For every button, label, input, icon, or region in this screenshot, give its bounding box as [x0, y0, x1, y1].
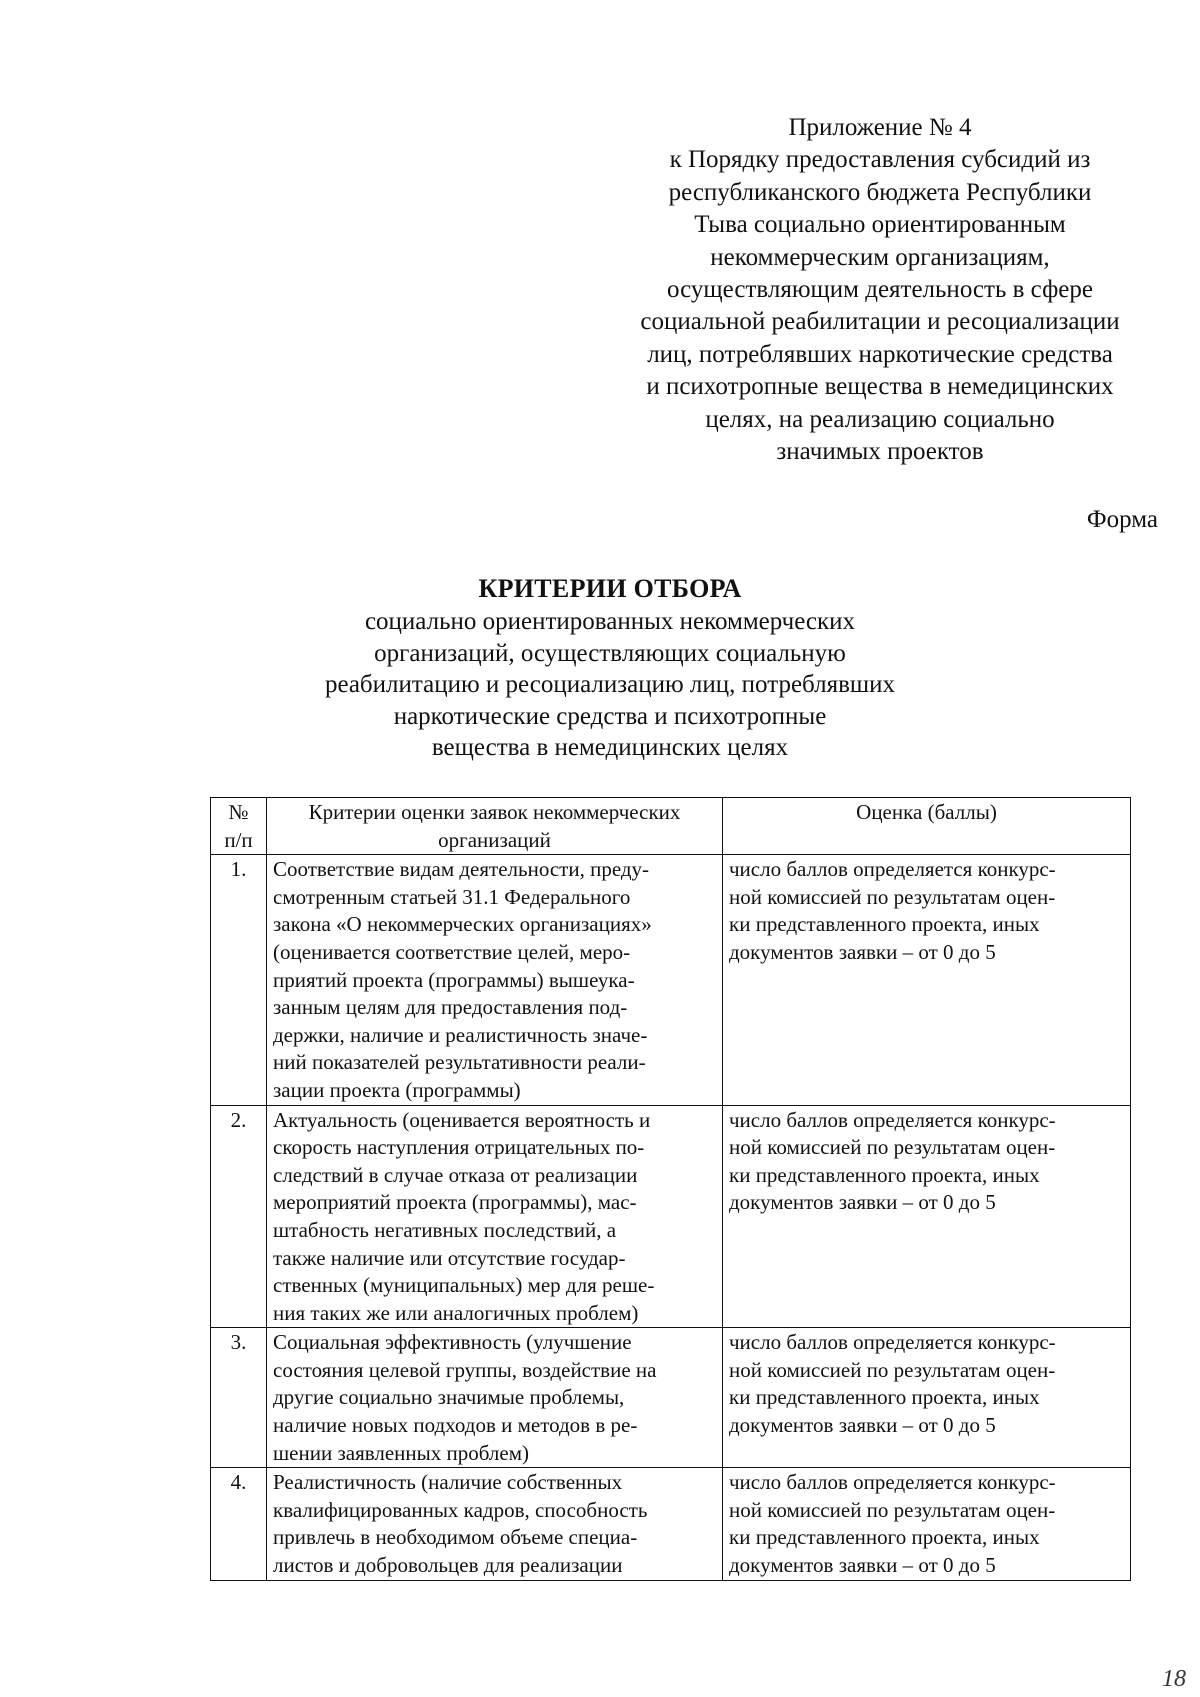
criteria-line: мероприятий проекта (программы), мас-	[273, 1190, 637, 1215]
subtitle-line: наркотические средства и психотропные	[393, 702, 827, 730]
subtitle-line: реабилитацию и ресоциализацию лиц, потреблявших	[324, 671, 896, 698]
annex-reference	[600, 112, 1160, 468]
score-line: документов заявки – от 0 до 5	[729, 1413, 996, 1438]
criteria-line: Соответствие видам деятельности, преду-	[273, 857, 650, 882]
criteria-cell	[267, 1468, 723, 1580]
table-body	[211, 855, 1131, 1580]
header-score	[723, 798, 1131, 855]
criteria-line: листов и добровольцев для реализации	[273, 1553, 623, 1578]
header-num	[211, 798, 267, 855]
table-row	[211, 1468, 1131, 1580]
criteria-line: другие социально значимые проблемы,	[273, 1385, 625, 1410]
page-number: 18	[1162, 1666, 1186, 1692]
header-criteria	[267, 798, 723, 855]
criteria-line: Актуальность (оценивается вероятность и	[273, 1107, 651, 1132]
criteria-line: квалифицированных кадров, способность	[273, 1497, 648, 1522]
row-number: 4.	[211, 1468, 267, 1580]
score-line: ной комиссией по результатам оцен-	[729, 884, 1056, 909]
criteria-line: Реалистичность (наличие собственных	[273, 1470, 623, 1495]
annex-line: республиканского бюджета Республики	[668, 178, 1092, 206]
annex-line: к Порядку предоставления субсидий из	[669, 146, 1091, 174]
criteria-line: ния таких же или аналогичных проблем)	[273, 1300, 639, 1325]
criteria-line: наличие новых подходов и методов в ре-	[273, 1413, 638, 1438]
score-line: число баллов определяется конкурс-	[729, 1330, 1056, 1355]
score-cell	[723, 855, 1131, 1105]
subtitle-line: организаций, осуществляющих социальную	[374, 639, 846, 667]
criteria-line: состояния целевой группы, воздействие на	[273, 1357, 657, 1382]
document-heading	[180, 572, 1040, 764]
annex-line: некоммерческим организациям,	[710, 243, 1050, 271]
row-number: 1.	[211, 855, 267, 1105]
annex-line: социальной реабилитации и ресоциализации	[640, 308, 1120, 336]
document-title: КРИТЕРИИ ОТБОРА	[478, 574, 742, 603]
table-row	[211, 855, 1131, 1105]
score-line: ки представленного проекта, иных	[729, 912, 1040, 937]
criteria-table	[210, 797, 1131, 1581]
annex-line: целях, на реализацию социально	[705, 405, 1055, 433]
score-cell	[723, 1328, 1131, 1468]
score-line: ки представленного проекта, иных	[729, 1385, 1040, 1410]
header-criteria-line: Критерии оценки заявок некоммерческих	[308, 800, 681, 824]
criteria-line: занным целям для предоставления под-	[273, 995, 628, 1020]
annex-line: и психотропные вещества в немедицинских	[646, 373, 1114, 401]
score-line: ной комиссией по результатам оцен-	[729, 1497, 1056, 1522]
criteria-line: зации проекта (программы)	[273, 1077, 521, 1102]
score-cell	[723, 1468, 1131, 1580]
criteria-line: также наличие или отсутствие государ-	[273, 1245, 626, 1270]
header-num-line: п/п	[224, 827, 253, 852]
annex-line: осуществляющим деятельность в сфере	[667, 276, 1093, 304]
criteria-line: закона «О некоммерческих организациях»	[273, 912, 652, 937]
criteria-line: приятий проекта (программы) вышеука-	[273, 967, 635, 992]
header-score-line: Оценка (баллы)	[856, 800, 997, 824]
score-line: число баллов определяется конкурс-	[729, 1107, 1056, 1132]
criteria-line: шении заявленных проблем)	[273, 1440, 529, 1465]
score-line: ной комиссией по результатам оцен-	[729, 1357, 1056, 1382]
header-criteria-line: организаций	[438, 827, 551, 852]
row-number: 2.	[211, 1105, 267, 1328]
criteria-cell	[267, 855, 723, 1105]
annex-line: значимых проектов	[776, 438, 984, 466]
form-label: Форма	[1086, 506, 1158, 533]
row-number: 3.	[211, 1328, 267, 1468]
criteria-line: (оценивается соответствие целей, меро-	[273, 939, 631, 964]
criteria-line: привлечь в необходимом объеме специа-	[273, 1525, 638, 1550]
score-line: ной комиссией по результатам оцен-	[729, 1135, 1056, 1160]
criteria-line: следствий в случае отказа от реализации	[273, 1162, 638, 1187]
criteria-line: скорость наступления отрицательных по-	[273, 1135, 645, 1160]
header-num-line: №	[228, 800, 249, 824]
annex-line: Приложение № 4	[788, 114, 972, 141]
criteria-cell	[267, 1328, 723, 1468]
score-line: ки представленного проекта, иных	[729, 1525, 1040, 1550]
score-line: число баллов определяется конкурс-	[729, 857, 1056, 882]
criteria-line: смотренным статьей 31.1 Федерального	[273, 884, 631, 909]
criteria-line: ственных (муниципальных) мер для реше-	[273, 1273, 655, 1298]
criteria-line: штабность негативных последствий, а	[273, 1217, 617, 1242]
annex-line: лиц, потреблявших наркотические средства	[647, 340, 1113, 368]
score-line: документов заявки – от 0 до 5	[729, 1553, 996, 1578]
table-row	[211, 1105, 1131, 1328]
subtitle-line: вещества в немедицинских целях	[431, 734, 789, 761]
criteria-line: ний показателей результативности реали-	[273, 1050, 646, 1075]
criteria-line: держки, наличие и реалистичность значе-	[273, 1022, 648, 1047]
score-line: ки представленного проекта, иных	[729, 1162, 1040, 1187]
score-line: документов заявки – от 0 до 5	[729, 939, 996, 964]
score-line: число баллов определяется конкурс-	[729, 1470, 1056, 1495]
score-line: документов заявки – от 0 до 5	[729, 1190, 996, 1215]
subtitle-line: социально ориентированных некоммерческих	[364, 608, 856, 635]
annex-line: Тыва социально ориентированным	[694, 211, 1066, 239]
criteria-line: Социальная эффективность (улучшение	[273, 1330, 632, 1355]
criteria-cell	[267, 1105, 723, 1328]
score-cell	[723, 1105, 1131, 1328]
table-row	[211, 1328, 1131, 1468]
table-header-row	[211, 798, 1131, 855]
